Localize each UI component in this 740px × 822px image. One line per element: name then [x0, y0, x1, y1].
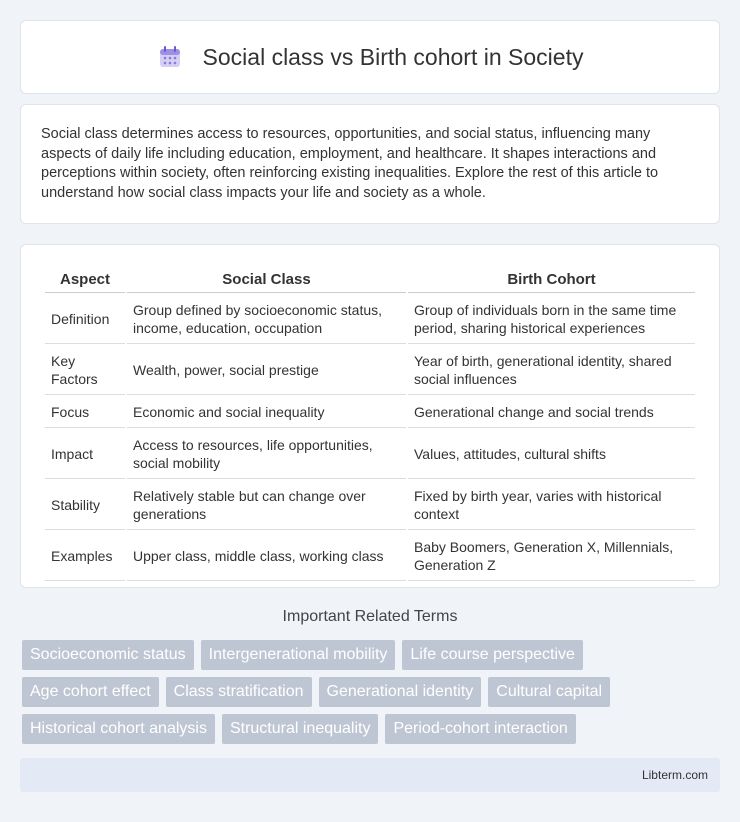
table-row [45, 532, 695, 581]
related-term-tag[interactable]: Age cohort effect [22, 677, 159, 707]
intro-text: Social class determines access to resources, opportunities, and social status, influencing many aspects of daily life including education, employment, and healthcare. It shapes interactions and perceptions within society, often reinforcing existing inequalities. Explore the rest of this article to understand how social class impacts your life and society as a whole. [41, 126, 659, 201]
comparison-table [43, 265, 697, 583]
related-term-tag[interactable]: Period-cohort interaction [385, 714, 575, 744]
table-cell: Impact [45, 430, 125, 479]
table-row [45, 397, 695, 428]
table-cell: Year of birth, generational identity, shared social influences [408, 346, 695, 395]
column-header-aspect: Aspect [45, 267, 125, 293]
table-cell: Economic and social inequality [127, 397, 406, 428]
table-cell: Examples [45, 532, 125, 581]
table-cell: Key Factors [45, 346, 125, 395]
related-term-tag[interactable]: Socioeconomic status [22, 640, 194, 670]
table-cell: Values, attitudes, cultural shifts [408, 430, 695, 479]
page-title: Social class vs Birth cohort in Society [202, 43, 584, 70]
comparison-table-card [20, 244, 720, 588]
table-cell: Group of individuals born in the same time period, sharing historical experiences [408, 295, 695, 344]
table-row [45, 346, 695, 395]
footer [20, 758, 720, 792]
table-cell: Definition [45, 295, 125, 344]
column-header-social-class: Social Class [127, 267, 406, 293]
table-cell: Group defined by socioeconomic status, income, education, occupation [127, 295, 406, 344]
table-cell: Relatively stable but can change over generations [127, 481, 406, 530]
table-cell: Focus [45, 397, 125, 428]
table-cell: Upper class, middle class, working class [127, 532, 406, 581]
related-terms-list [22, 640, 722, 751]
related-term-tag[interactable]: Life course perspective [402, 640, 583, 670]
related-term-tag[interactable]: Structural inequality [222, 714, 379, 744]
related-terms-title: Important Related Terms [282, 608, 458, 625]
related-term-tag[interactable]: Generational identity [319, 677, 482, 707]
table-row [45, 295, 695, 344]
intro-card [20, 104, 720, 224]
column-header-birth-cohort: Birth Cohort [408, 267, 695, 293]
table-cell: Fixed by birth year, varies with historical context [408, 481, 695, 530]
table-row [45, 430, 695, 479]
table-cell: Stability [45, 481, 125, 530]
related-term-tag[interactable]: Historical cohort analysis [22, 714, 215, 744]
related-term-tag[interactable]: Class stratification [166, 677, 312, 707]
table-cell: Baby Boomers, Generation X, Millennials, Generation Z [408, 532, 695, 581]
table-cell: Generational change and social trends [408, 397, 695, 428]
footer-site-link[interactable]: Libterm.com [641, 768, 708, 782]
calendar-icon [157, 44, 183, 70]
related-term-tag[interactable]: Cultural capital [488, 677, 610, 707]
table-cell: Access to resources, life opportunities, social mobility [127, 430, 406, 479]
table-row [45, 481, 695, 530]
table-cell: Wealth, power, social prestige [127, 346, 406, 395]
header-card [20, 20, 720, 94]
related-term-tag[interactable]: Intergenerational mobility [201, 640, 396, 670]
